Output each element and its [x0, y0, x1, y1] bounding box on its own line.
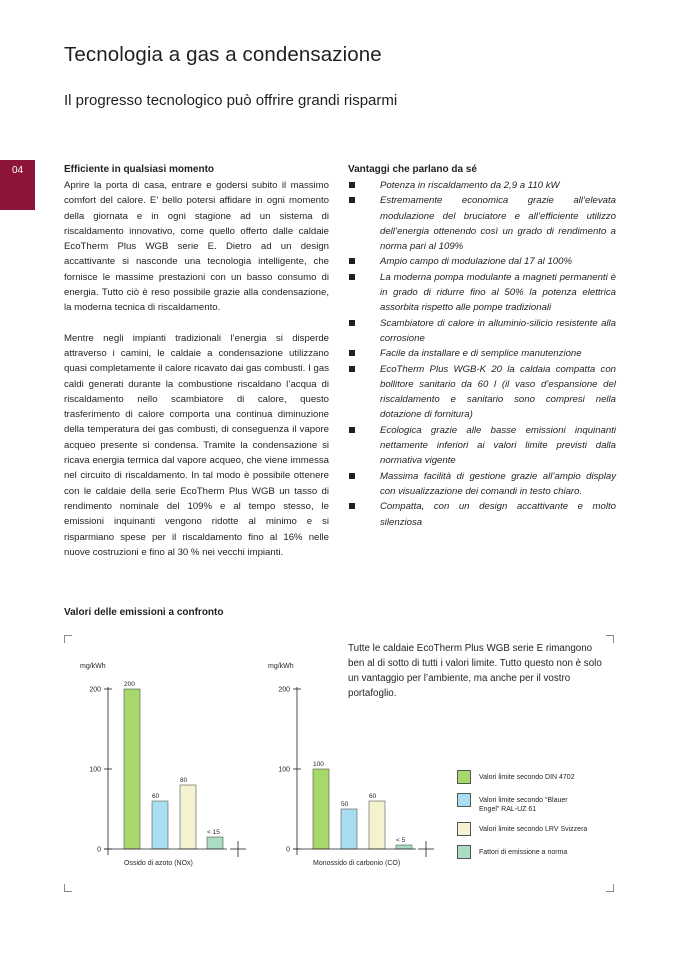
legend-label: Valori limite secondo “Blauer Engel” RAL-UZ 61 — [479, 797, 568, 813]
emissions-intro-text: Tutte le caldaie EcoTherm Plus WGB serie E rimangono ben al di sotto di tutti i valori limite. Tutto questo non è solo un vantaggio per l’ambiente, ma anche per il vostro portafoglio. — [348, 643, 602, 699]
bar-value-label: 200 — [124, 681, 135, 688]
chart-bar — [313, 769, 329, 849]
list-item: EcoTherm Plus WGB-K 20 la caldaia compatta con bollitore sanitario da 60 l (il vaso d’espansione del riscaldamento e sanitario sono compresi nella dotazione di fornitura) — [348, 362, 616, 423]
x-axis-label: Monossido di carbonio (CO) — [313, 860, 401, 867]
y-tick-label: 0 — [97, 846, 101, 854]
y-axis-unit-label: mg/kWh — [80, 663, 106, 670]
bar-value-label: 50 — [341, 801, 349, 808]
chart-bar — [341, 809, 357, 849]
list-item: Ampio campo di modulazione dal 17 al 100% — [348, 254, 616, 269]
y-tick-label: 100 — [89, 766, 101, 774]
list-item: Compatta, con un design accattivante e molto silenziosa — [348, 499, 616, 530]
legend-swatch — [457, 845, 471, 859]
left-paragraph-2: Mentre negli impianti tradizionali l’energia si disperde attraverso i camini, le caldaie a condensazione utilizzano quasi completamente il calore ricavato dai gas combusti. I gas caldi generati durante la combustione riscaldano l’acqua di riscaldamento nello scambiatore di calore, questo trasferimento di calore comporta una continua diminuzione della temperatura dei gas combusti, di conseguenza il vapore acqueo presente si condensa. Tramite la condensazione si ricava energia termica dal vapore acqueo, che viene immessa nel circuito di riscaldamento. In tal modo è possibile ottenere con le caldaie della serie EcoTherm Plus WGB un tasso di rendimento nominale del 109% e al tempo stesso, le emissioni inquinanti vengono ridotte al minimo e si risparmiano spese per il riscaldamento fino al 16% nelle nuove costruzioni e fino al 30 % nei vecchi impianti. — [64, 332, 329, 558]
legend-item — [457, 793, 587, 814]
list-item: Scambiatore di calore in alluminio-silicio resistente alla corrosione — [348, 316, 616, 347]
y-tick-label: 0 — [286, 846, 290, 854]
chart-bar — [369, 801, 385, 849]
right-heading: Vantaggi che parlano da sé — [348, 164, 477, 175]
legend-label: Fattori di emissione a norma — [479, 849, 568, 856]
page-subtitle: Il progresso tecnologico può offrire grandi risparmi — [64, 92, 398, 109]
bar-value-label: 100 — [313, 761, 324, 768]
bar-value-label: 60 — [152, 793, 160, 800]
legend-swatch — [457, 793, 471, 807]
list-item: La moderna pompa modulante a magneti permanenti è in grado di ridurre fino al 50% la potenza elettrica assorbita rispetto alle pompe tradizionali — [348, 270, 616, 316]
bar-value-label: < 5 — [396, 837, 406, 844]
legend-swatch — [457, 770, 471, 784]
legend-swatch — [457, 822, 471, 836]
list-item: Facile da installare e di semplice manutenzione — [348, 346, 616, 361]
page-number-tab: 04 — [0, 160, 35, 210]
chart-bar — [180, 785, 196, 849]
y-tick-label: 200 — [278, 686, 290, 694]
legend-label: Valori limite secondo DIN 4702 — [479, 774, 575, 781]
chart-bar — [152, 801, 168, 849]
y-tick-label: 100 — [278, 766, 290, 774]
chart-bar — [124, 689, 140, 849]
bar-value-label: 60 — [369, 793, 377, 800]
x-axis-label: Ossido di azoto (NOx) — [124, 860, 193, 867]
bar-value-label: < 15 — [207, 829, 220, 836]
emissions-section-title: Valori delle emissioni a confronto — [64, 607, 224, 618]
left-heading: Efficiente in qualsiasi momento — [64, 164, 215, 175]
legend-item — [457, 770, 587, 785]
y-axis-unit-label: mg/kWh — [268, 663, 294, 670]
chart-legend — [457, 770, 587, 868]
list-item: Massima facilità di gestione grazie all’ampio display con visualizzazione dei comandi in testo chiaro. — [348, 469, 616, 500]
list-item: Ecologica grazie alle basse emissioni inquinanti nettamente inferiori ai valori limite previsti dalla normativa vigente — [348, 423, 616, 469]
legend-item — [457, 822, 587, 837]
bar-value-label: 80 — [180, 777, 188, 784]
y-tick-label: 200 — [89, 686, 101, 694]
page-title: Tecnologia a gas a condensazione — [64, 43, 382, 66]
legend-label: Valori limite secondo LRV Svizzera — [479, 826, 588, 833]
chart-bar — [207, 837, 223, 849]
legend-item — [457, 845, 587, 860]
left-paragraph-1: Aprire la porta di casa, entrare e godersi subito il massimo comfort del calore. E’ bello potersi affidare in ogni momento della giornata e in ogni stagione ad un sistema di riscaldamento innovativo, come quello offerto dalle caldaie EcoTherm Plus WGB serie E. Dietro ad un design accattivante si nasconde una tecnologia intelligente, che fornisce le massime prestazioni con un basso consumo di energia. Tutto ciò è reso possibile grazie alla condensazione, la moderna tecnica di riscaldamento. — [64, 180, 329, 314]
list-item: Potenza in riscaldamento da 2,9 a 110 kW — [348, 178, 616, 193]
chart-bar — [396, 845, 412, 849]
list-item: Estremamente economica grazie all’elevata modulazione del bruciatore e all’efficiente utilizzo dell’energia ottenendo così un grado di rendimento a norma pari al 109% — [348, 193, 616, 254]
